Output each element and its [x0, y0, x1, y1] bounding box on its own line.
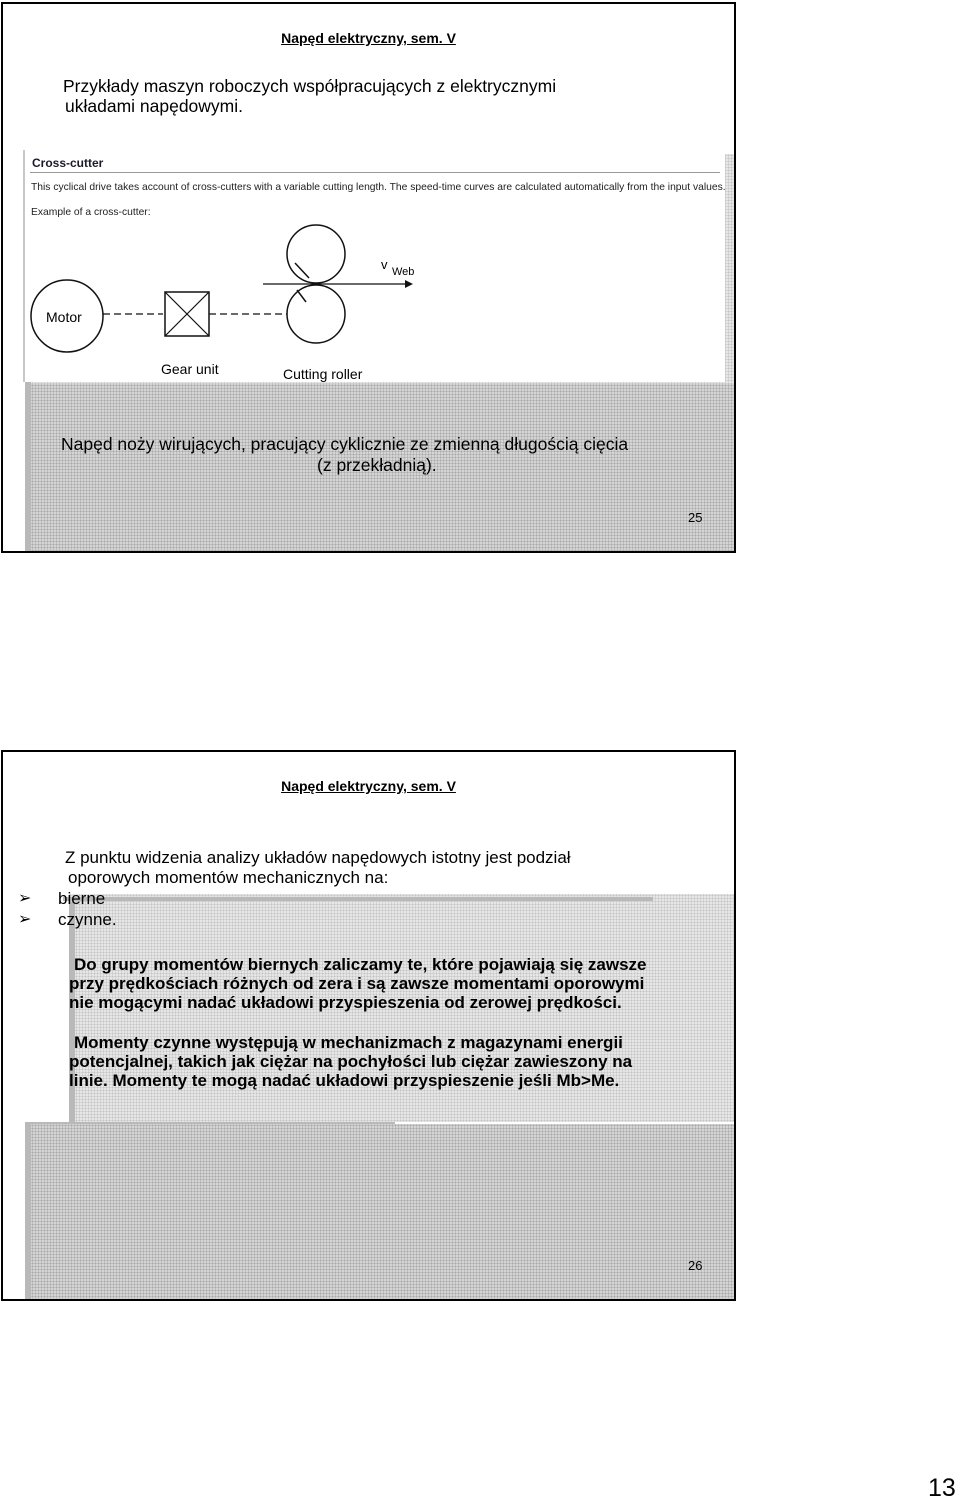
screenshot-description: This cyclical drive takes account of cross-cutters with a variable cutting length. The speed-time curves are calculated automatically from the input values.: [31, 182, 726, 193]
paragraph-active-moments: Momenty czynne występują w mechanizmach z magazynami energii potencjalnej, takich jak ciężar na pochyłości lub ciężar zawieszony na linie. Momenty te mogą nadać układowi przyspieszenie jeśli Mb>Me.: [69, 1033, 633, 1090]
gear-unit-label: Gear unit: [161, 361, 219, 377]
slide-page-number: 26: [688, 1258, 703, 1273]
bullet-list: [18, 888, 117, 930]
upper-roller: [287, 225, 345, 283]
slide-25: [1, 2, 736, 553]
decorative-bar: [63, 897, 653, 901]
list-item: ➢ bierne: [18, 889, 106, 908]
background-pattern: [25, 1124, 736, 1301]
web-label: Web: [392, 266, 415, 278]
slide-26: [1, 750, 736, 1301]
cutting-roller-label: Cutting roller: [283, 366, 363, 382]
screenshot-title: Cross-cutter: [32, 156, 104, 170]
slide-header: Napęd elektryczny, sem. V: [281, 30, 456, 46]
lower-roller: [287, 285, 345, 343]
document-page-number: 13: [928, 1474, 956, 1502]
slide-page-number: 25: [688, 510, 703, 525]
paragraph-passive-moments: Do grupy momentów biernych zaliczamy te, które pojawiają się zawsze przy prędkościach różnych od zera i są zawsze momentami oporowymi nie mogącymi nadać układowi przyspieszenia od zerowej prędkości.: [69, 955, 647, 1012]
slide-intro: Z punktu widzenia analizy układów napędowych istotny jest podział oporowych momentów mechanicznych na:: [65, 848, 571, 887]
web-arrowhead: [405, 280, 413, 288]
arrow-bullet-icon: ➢: [18, 890, 32, 907]
velocity-label: v: [381, 257, 388, 272]
slide-intro: Przykłady maszyn roboczych współpracujących z elektrycznymi układami napędowymi.: [63, 76, 557, 116]
lower-knife: [297, 290, 306, 302]
list-item: ➢ czynne.: [18, 910, 117, 929]
decorative-bar: [25, 1124, 31, 1301]
arrow-bullet-icon: ➢: [18, 911, 32, 928]
slide-header: Napęd elektryczny, sem. V: [281, 778, 456, 794]
screenshot-example-label: Example of a cross-cutter:: [31, 207, 151, 218]
slide-caption: Napęd noży wirujących, pracujący cyklicznie ze zmienną długością cięcia (z przekładnią).: [61, 434, 629, 475]
motor-label: Motor: [46, 309, 82, 325]
cross-cutter-diagram: [25, 150, 725, 382]
cross-cutter-screenshot: [23, 150, 725, 382]
